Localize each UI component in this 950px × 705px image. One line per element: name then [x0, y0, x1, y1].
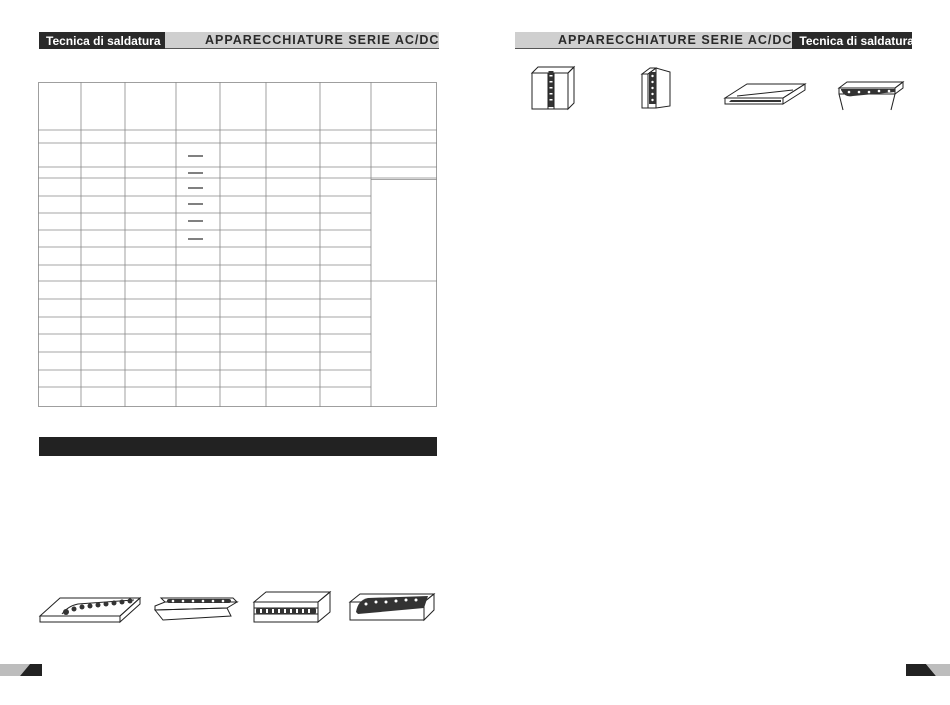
- section-label: Tecnica di saldatura: [792, 32, 912, 49]
- series-title: APPARECCHIATURE SERIE AC/DC: [515, 32, 792, 49]
- page-corner-marker: [906, 664, 950, 676]
- overhead-fillet-weld-icon: [837, 80, 905, 112]
- left-header-bar: [39, 32, 440, 49]
- section-label: Tecnica di saldatura: [39, 32, 165, 49]
- fillet-weld-corner-icon: [348, 588, 436, 626]
- flat-weld-plate-icon: [38, 590, 142, 626]
- beveled-butt-weld-icon: [252, 590, 332, 626]
- overhead-flat-weld-icon: [723, 80, 807, 112]
- series-title: APPARECCHIATURE SERIE AC/DC: [165, 32, 439, 49]
- parameter-table: [38, 82, 438, 408]
- right-header-bar: [515, 32, 912, 49]
- vertical-corner-weld-icon: [640, 66, 672, 110]
- section-band: [39, 437, 437, 456]
- page-corner-marker: [0, 664, 42, 676]
- angled-weld-joint-icon: [153, 588, 239, 626]
- vertical-butt-weld-icon: [530, 65, 576, 111]
- right-page: [475, 0, 950, 705]
